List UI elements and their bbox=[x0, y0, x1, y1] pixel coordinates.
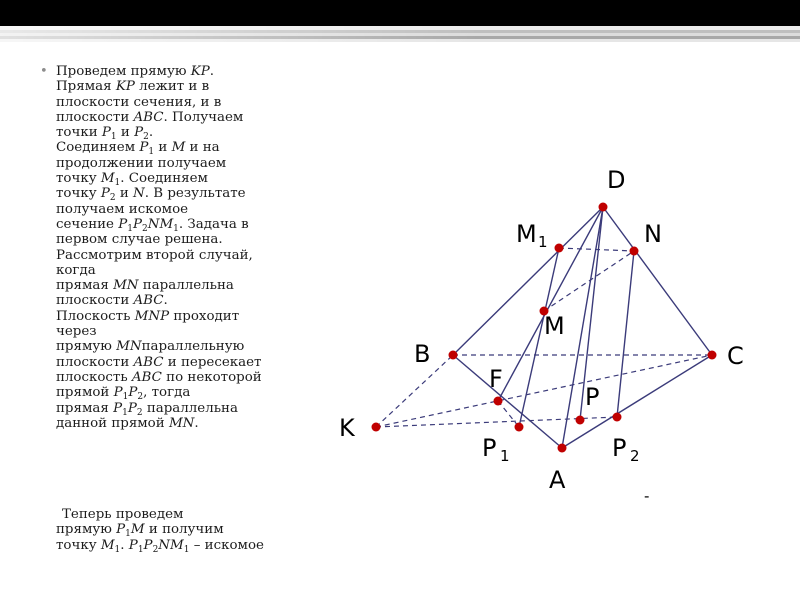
text-line: плоскости ABC. bbox=[56, 293, 168, 309]
label-d: D bbox=[607, 166, 626, 194]
text-line: точки $P_1$ и $P_2$. bbox=[56, 125, 154, 143]
text-line: плоскости ABC. Получаем bbox=[56, 109, 244, 125]
text-line: первом случае решена. bbox=[56, 232, 223, 248]
point-p2 bbox=[613, 413, 622, 422]
point-p1 bbox=[515, 423, 524, 432]
line-m-n-dashed bbox=[544, 251, 634, 311]
text-line: плоскость ABC по некоторой bbox=[56, 369, 262, 385]
line-d-f bbox=[498, 207, 603, 401]
point-k bbox=[372, 423, 381, 432]
label-m1: M bbox=[516, 220, 537, 248]
text-line: данной прямой MN. bbox=[56, 415, 199, 431]
text-line: прямой $P_1P_2$, тогда bbox=[56, 385, 191, 403]
point-n bbox=[630, 247, 639, 256]
edge-ba bbox=[453, 355, 562, 448]
text-line: плоскости сечения, и в bbox=[56, 94, 222, 110]
text-line: через bbox=[56, 324, 97, 340]
dash-mark: - bbox=[644, 487, 650, 505]
text-line: Рассмотрим второй случай, bbox=[56, 247, 253, 263]
text-line: точку $M_1$. $P_1P_2NM_1$ – искомое bbox=[56, 537, 264, 555]
point-b bbox=[449, 351, 458, 360]
edge-da bbox=[562, 207, 603, 448]
label-a: A bbox=[549, 466, 566, 494]
label-m: M bbox=[544, 312, 565, 340]
bullet-icon: • bbox=[40, 64, 48, 79]
text-line: Проведем прямую KP. bbox=[56, 64, 215, 79]
text-line: сечение $P_1P_2NM_1$. Задача в bbox=[56, 216, 249, 234]
text-line: Теперь проведем bbox=[62, 507, 184, 523]
point-a bbox=[558, 444, 567, 453]
text-line: прямую $P_1M$ и получим bbox=[56, 522, 224, 540]
point-f bbox=[494, 397, 503, 406]
text-line: получаем искомое bbox=[56, 201, 189, 217]
point-c bbox=[708, 351, 717, 360]
label-n: N bbox=[644, 220, 662, 248]
label-p1: P bbox=[482, 434, 497, 462]
solid-edges bbox=[453, 207, 712, 448]
text-line: прямая MN параллельна bbox=[56, 278, 234, 294]
label-p1-sub: 1 bbox=[500, 447, 510, 465]
point-d bbox=[599, 203, 608, 212]
label-k: K bbox=[339, 414, 355, 442]
text-line: продолжении получаем bbox=[56, 155, 227, 171]
label-p2: P bbox=[612, 434, 627, 462]
text-line: точку $M_1$. Соединяем bbox=[56, 171, 208, 189]
label-p: P bbox=[585, 383, 600, 411]
label-m1-sub: 1 bbox=[538, 233, 548, 251]
text-line: точку $P_2$ и N. В результате bbox=[56, 186, 246, 204]
label-f: F bbox=[489, 365, 503, 393]
label-b: B bbox=[414, 340, 431, 368]
text-line: когда bbox=[56, 262, 96, 278]
line-p1-f-dashed bbox=[498, 401, 519, 427]
label-p2-sub: 2 bbox=[630, 447, 640, 465]
label-c: C bbox=[727, 342, 744, 370]
line-n-p2 bbox=[617, 251, 634, 417]
text-line: прямую MNпараллельную bbox=[56, 339, 245, 355]
text-line: Прямая KP лежит и в bbox=[56, 79, 210, 95]
text-line: Соединяем $P_1$ и M и на bbox=[56, 140, 220, 158]
point-p bbox=[576, 416, 585, 425]
point-m1 bbox=[555, 244, 564, 253]
text-line: прямая $P_1P_2$ параллельна bbox=[56, 400, 238, 418]
text-line: Плоскость MNP проходит bbox=[56, 308, 240, 324]
labels bbox=[339, 166, 744, 505]
text-line: плоскости ABC и пересекает bbox=[56, 354, 262, 370]
